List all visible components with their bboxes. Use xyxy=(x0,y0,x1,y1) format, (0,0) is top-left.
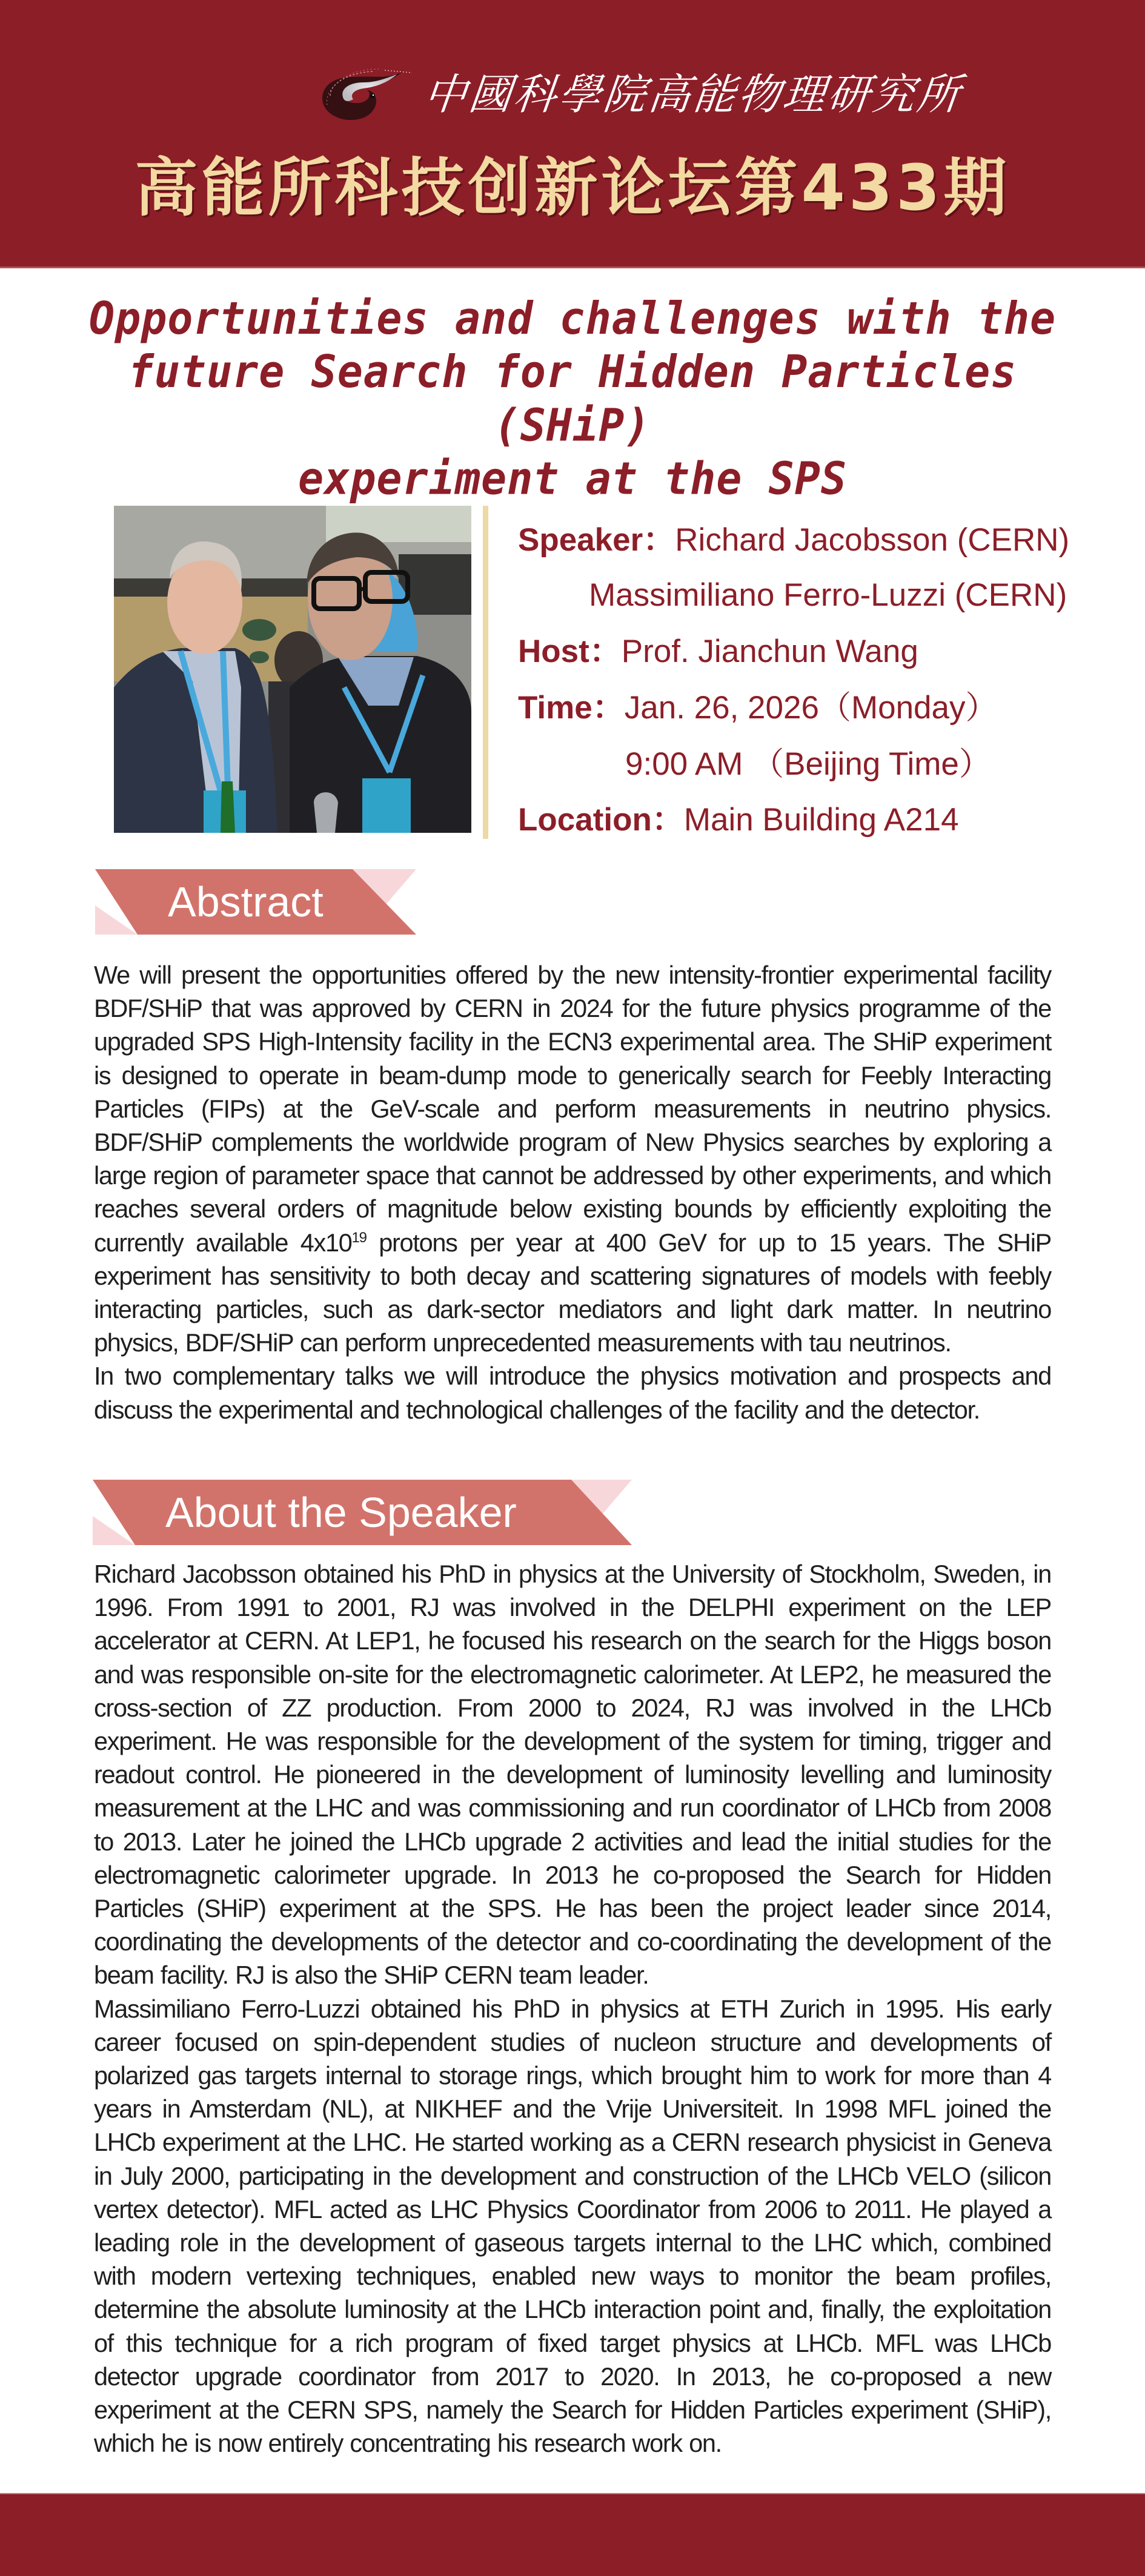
abstract-superscript: 19 xyxy=(351,1229,367,1246)
talk-title-line: Opportunities and challenges with the xyxy=(88,292,1057,345)
host-line xyxy=(518,634,918,670)
speaker-2-name: Massimiliano Ferro-Luzzi (CERN) xyxy=(589,577,1067,613)
about-banner xyxy=(93,1480,632,1545)
talk-title xyxy=(73,292,1072,506)
header-divider xyxy=(0,267,1145,268)
abstract-paragraph xyxy=(94,958,1051,1359)
abstract-text: We will present the opportunities offered by the new intensity-frontier experimental facility BDF/SHiP that was approved by CERN in 2024 for the future physics programme of the upgraded SPS High-Intensity facility in the ECN3 experimental area. The SHiP experiment is designed to operate in beam-dump mode to generically search for Feebly Interacting Particles (FIPs) at the GeV-scale and perform measurements in neutrino physics. BDF/SHiP complements the worldwide program of New Physics searches by exploring a large region of parameter space that cannot be addressed by other experiments, and which reaches several orders of magnitude below existing bounds by efficiently exploiting the currently available 4x10 xyxy=(94,961,1051,1257)
time-line-2 xyxy=(625,746,991,783)
talk-title-line: future Search for Hidden Particles (SHiP) xyxy=(128,345,1017,452)
abstract-text: protons per year at 400 GeV for up to 15 years. The SHiP experiment has sensitivity to both decay and scattering signatures of models with feebly interacting particles, such as dark-sector mediators and light dark matter. In neutrino physics, BDF/SHiP can perform unprecedented measurements with tau neutrinos. xyxy=(94,1228,1052,1357)
event-time: 9:00 AM （Beijing Time） xyxy=(625,746,991,782)
abstract-banner xyxy=(95,869,416,935)
abstract-heading: Abstract xyxy=(168,878,324,925)
about-heading: About the Speaker xyxy=(165,1489,517,1536)
bio-massimiliano-ferro-luzzi: Massimiliano Ferro-Luzzi obtained his PhD in physics at ETH Zurich in 1995. His early career focused on spin-dependent studies of nucleon structure and developments of polarized gas targets internal to storage rings, which brought him to work for more than 4 years in Amsterdam (NL), at NIKHEF and the Vrije Universiteit. In 1998 MFL joined the LHCb experiment at the LHC. He started working as a CERN research physicist in Geneva in July 2000, participating in the development and construction of the LHCb VELO (silicon vertex detector). MFL acted as LHC Physics Coordinator from 2006 to 2011. He played a leading role in the development of gaseous targets internal to the LHC which, combined with modern vertexing techniques, enabled new ways to monitor the beam profiles, determine the absolute luminosity at the LHCb interaction point and, finally, the exploitation of this technique for a rich program of fixed target physics at LHCb. MFL was LHCb detector upgrade coordinator from 2017 to 2020. In 2013, he co-proposed a new experiment at the CERN SPS, namely the Search for Hidden Particles experiment (SHiP), which he is now entirely concentrating his research work on. xyxy=(94,1994,1051,2458)
speaker-line-1 xyxy=(518,522,1069,558)
time-label: Time： xyxy=(518,690,625,726)
abstract-paragraph: In two complementary talks we will introduce the physics motivation and prospects and discuss the experimental and technological challenges of the facility and the detector. xyxy=(94,1362,1051,1424)
location-line xyxy=(518,802,959,838)
speaker-label: Speaker： xyxy=(518,522,675,558)
location-label: Location： xyxy=(518,802,684,838)
speaker-1-name: Richard Jacobsson (CERN) xyxy=(675,522,1070,558)
bio-richard-jacobsson: Richard Jacobsson obtained his PhD in physics at the University of Stockholm, Sweden, in 1996. From 1991 to 2001, RJ was involved in the DELPHI experiment on the LEP accelerator at CERN. At LEP1, he focused his research on the search for the Higgs boson and was responsible on-site for the electromagnetic calorimeter. At LEP2, he measured the cross-section of ZZ production. From 2000 to 2024, RJ was involved in the LHCb experiment. He was responsible for the development of the system for timing, trigger and readout control. He pioneered in the development of luminosity levelling and luminosity measurement at the LHC and was commissioning and run coordinator of LHCb from 2008 to 2013. Later he joined the LHCb upgrade 2 activities and lead the initial studies for the electromagnetic calorimeter upgrade. In 2013 he co-proposed the Search for Hidden Particles (SHiP) experiment at the SPS. He has been the project leader since 2014, coordinating the developments of the detector and co-coordinating the development of the beam facility. RJ is also the SHiP CERN team leader. xyxy=(94,1560,1051,1990)
header-band xyxy=(0,0,1145,268)
abstract-body xyxy=(94,958,1051,1426)
ihep-swirl-logo-icon xyxy=(312,65,421,126)
institute-name: 中國科學院高能物理研究所 xyxy=(421,70,965,119)
info-divider xyxy=(483,506,488,839)
speakers-photo xyxy=(114,506,471,833)
event-location: Main Building A214 xyxy=(683,802,959,838)
speaker-line-2 xyxy=(589,577,1067,614)
host-name: Prof. Jianchun Wang xyxy=(621,634,918,669)
time-line xyxy=(518,690,998,726)
forum-title: 高能所科技创新论坛第433期 xyxy=(134,151,1011,225)
event-date: Jan. 26, 2026（Monday） xyxy=(624,690,998,726)
about-body xyxy=(94,1557,1051,2460)
talk-title-line: experiment at the SPS xyxy=(297,452,847,505)
footer-band xyxy=(0,2494,1145,2576)
host-label: Host： xyxy=(518,634,622,669)
